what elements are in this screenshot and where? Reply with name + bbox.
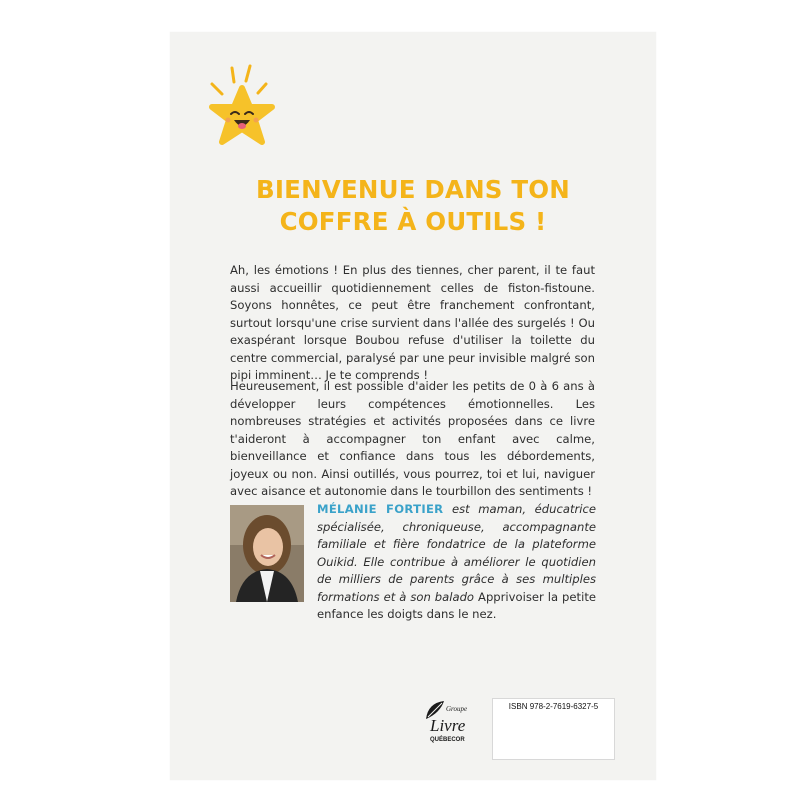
- smiling-star-icon: [200, 62, 282, 156]
- book-back-cover: [170, 32, 656, 780]
- publisher-group-label: Groupe: [446, 705, 468, 713]
- author-photo: [230, 505, 304, 602]
- podcast-title: Apprivoiser la petite enfance les doigts dans le nez.: [317, 589, 596, 621]
- publisher-name: Livre: [430, 716, 466, 735]
- publisher-parent: QUÉBECOR: [430, 737, 465, 743]
- headline-line-1: BIENVENUE DANS TON: [255, 175, 570, 204]
- isbn-barcode: [492, 698, 615, 760]
- author-bio-text: est maman, éducatrice spécialisée, chroniqueuse, accompagnante familiale et fière fondatrice de la plateforme Ouikid. Elle contribue à améliorer le quotidien de milliers de parents grâce à ses multiples formations et à son balado: [317, 502, 596, 604]
- leaf-logo-icon: [420, 697, 480, 747]
- intro-paragraph: Ah, les émotions ! En plus des tiennes, cher parent, il te faut aussi accueillir quotidiennement celles de fiston-fistoune. Soyons honnêtes, ce peut être franchement confrontant, surtout lorsqu'une crise survient dans l'allée des surgelés ! Ou exaspérant lorsque Boubou refuse d'utiliser la toilette du centre commercial, paralysé par une peur invisible malgré son pipi imminent… Je te comprends !: [230, 263, 595, 382]
- isbn-number: ISBN 978-2-7619-6327-5: [508, 702, 599, 711]
- author-bio: [317, 501, 596, 624]
- author-name: MÉLANIE FORTIER: [317, 502, 444, 516]
- description-paragraph: Heureusement, il est possible d'aider les petits de 0 à 6 ans à développer leurs compétences émotionnelles. Les nombreuses stratégies et activités proposées dans ce livre t'aideront à accompagner ton enfant avec calme, bienveillance et confiance dans tous les débordements, joyeux ou non. Ainsi outillés, vous pourrez, toi et lui, naviguer avec aisance et autonomie dans le tourbillon des sentiments !: [230, 379, 595, 498]
- headline-line-2: COFFRE À OUTILS !: [279, 207, 547, 236]
- headline: [170, 174, 656, 238]
